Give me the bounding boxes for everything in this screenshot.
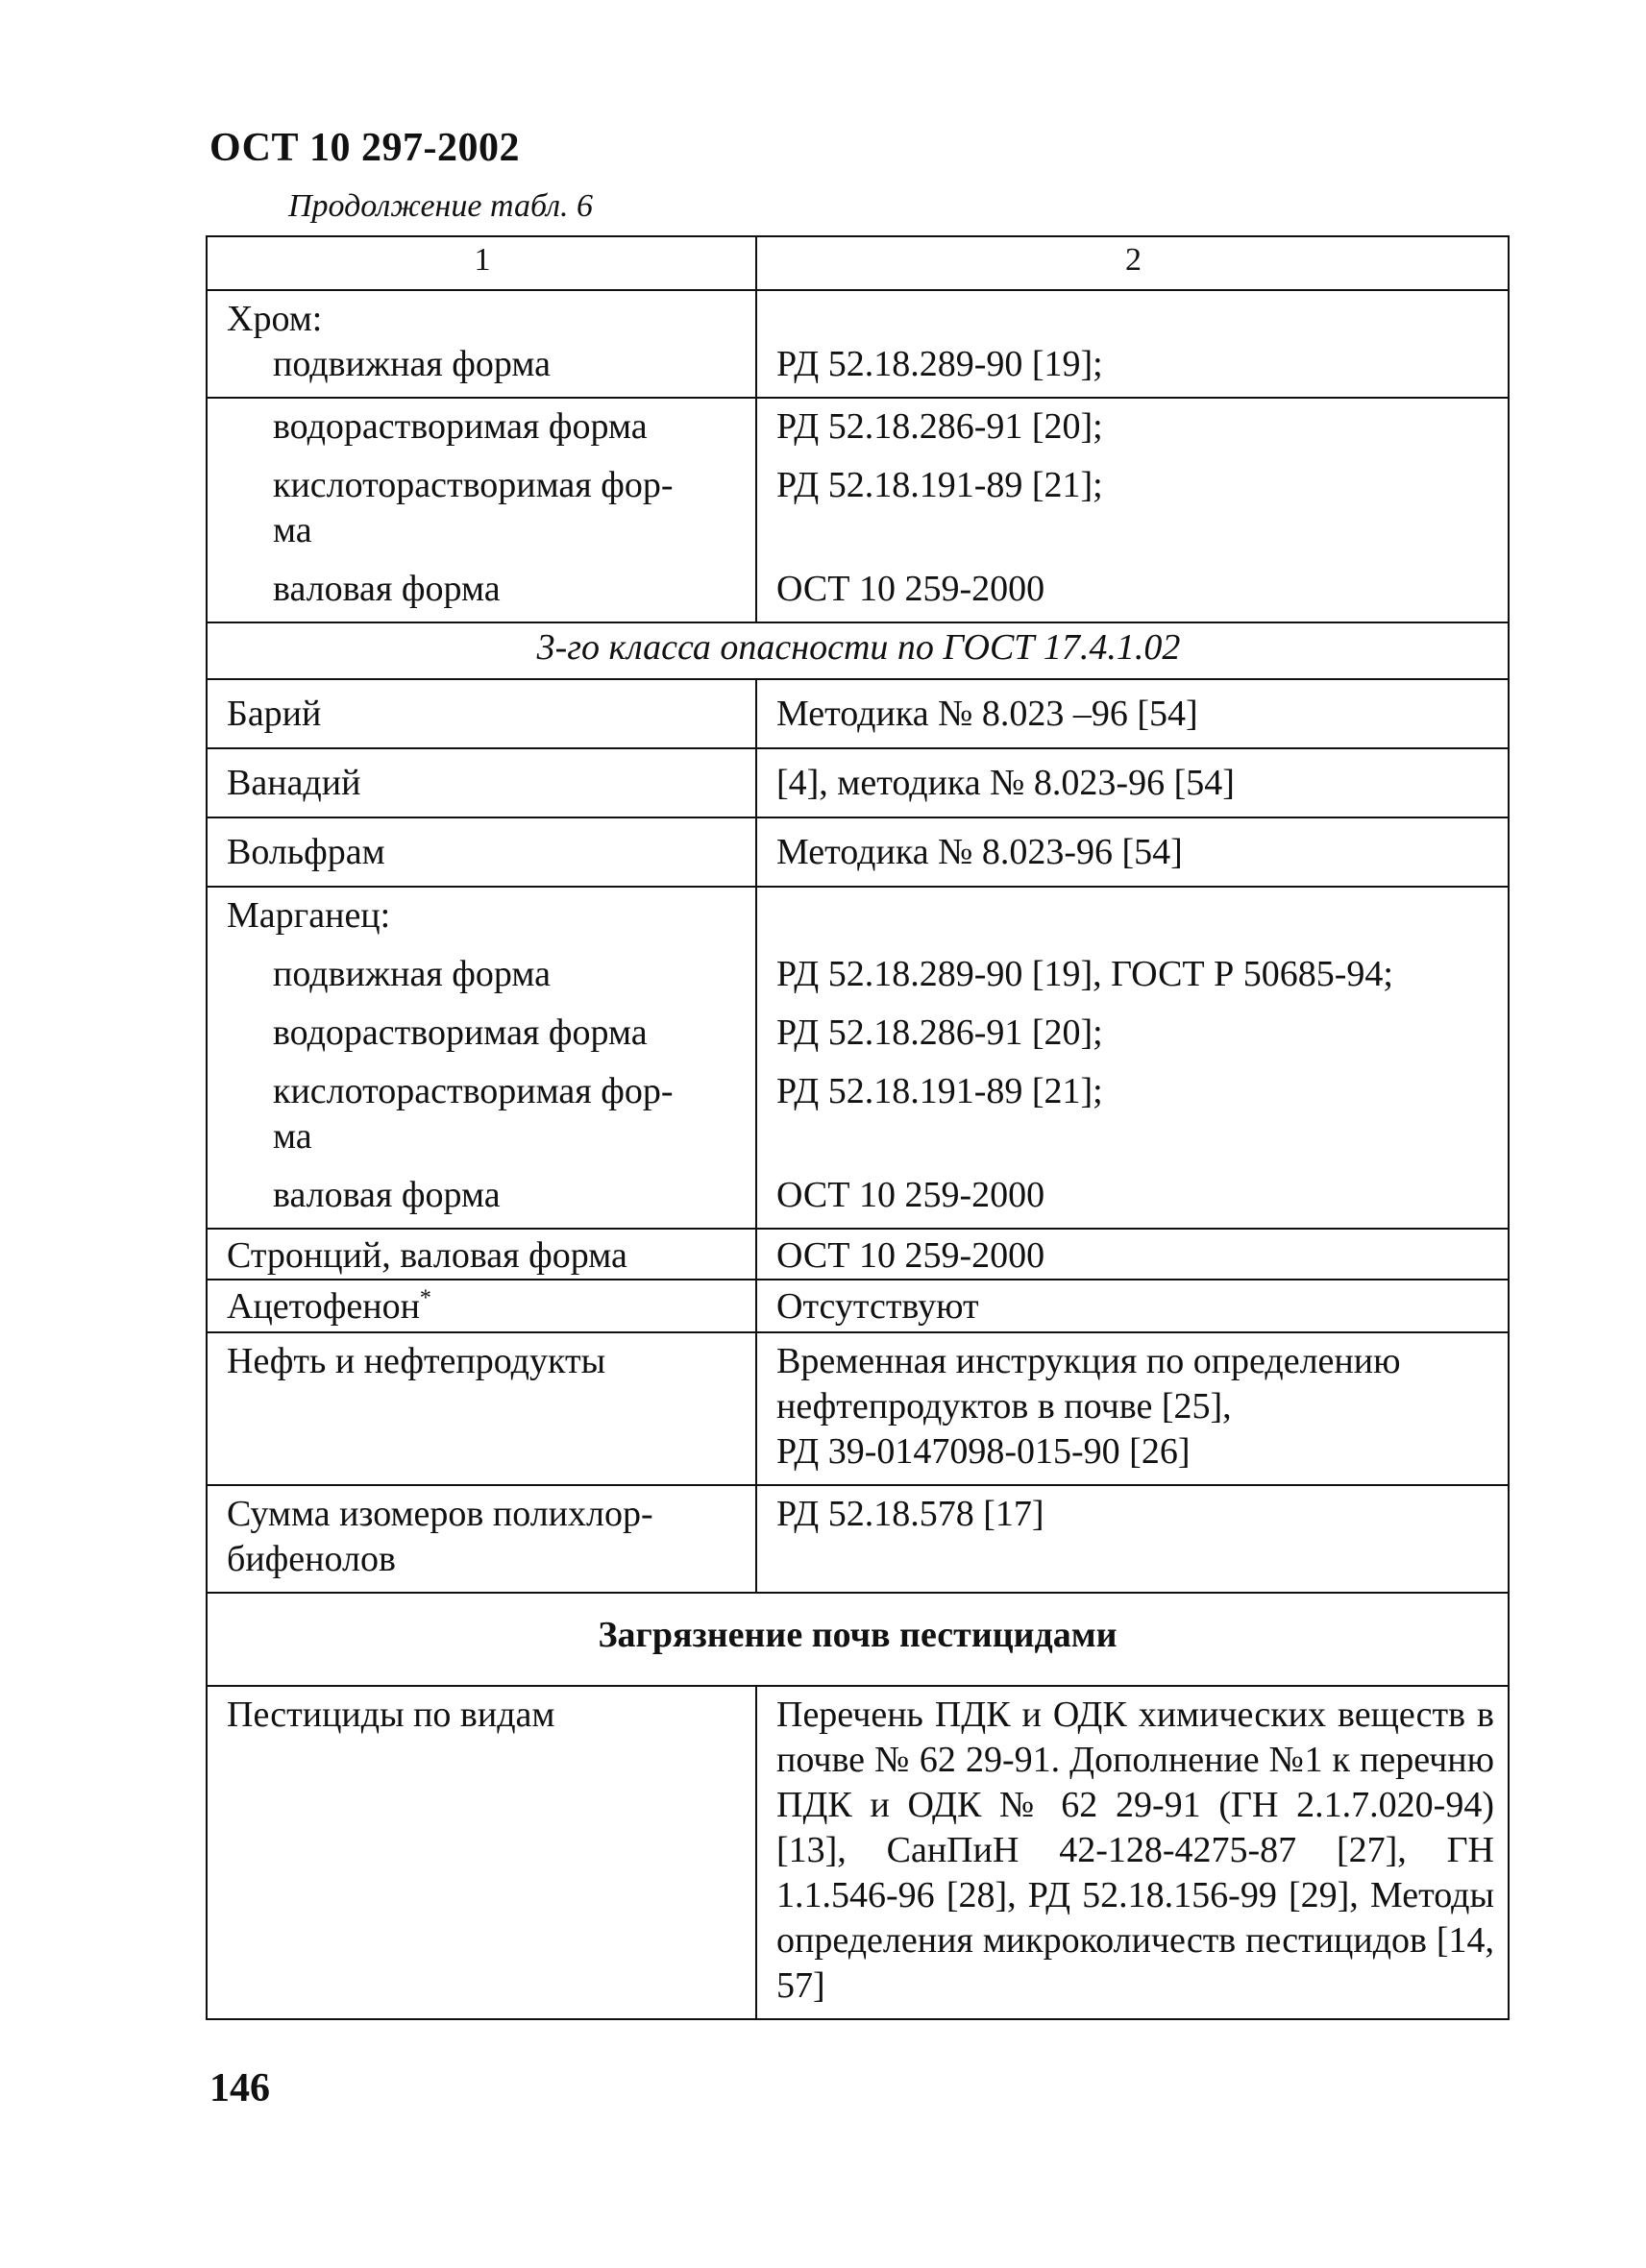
- table-row-chromium-forms: [207, 398, 1509, 622]
- ref-manganese-acid: РД 52.18.191-89 [21];: [776, 1071, 1103, 1111]
- ref-chromium-water: РД 52.18.286-91 [20];: [776, 406, 1103, 447]
- row-label-chromium-total: валовая форма: [273, 569, 501, 609]
- row-label-oil: Нефть и нефтепродукты: [207, 1332, 756, 1485]
- ref-oil-line3: РД 39-0147098-015-90 [26]: [776, 1431, 1191, 1472]
- row-label-pcb: Сумма изомеров полихлор-: [227, 1494, 653, 1534]
- row-label-chromium-mobile: подвижная форма: [273, 344, 551, 384]
- row-label-chromium-acid-cont: ма: [273, 510, 312, 550]
- section-heading-class3: 3-го класса опасности по ГОСТ 17.4.1.02: [207, 622, 1509, 679]
- row-label-barium: Барий: [207, 679, 756, 748]
- page-number: 146: [209, 2066, 270, 2110]
- column-header-2: 2: [756, 236, 1509, 290]
- cell-manganese: [207, 887, 756, 1229]
- ref-pesticides: Перечень ПДК и ОДК химических веществ в почве № 62 29-91. Дополнение №1 к перечню ПДК и ОДК № 62 29-91 (ГН 2.1.7.020-94) [13], СанПиН 42-128-4275-87 [27], ГН 1.1.546-96 [28], РД 52.18.156-99 [29], Методы определения микроколичеств пестицидов [14, 57]: [756, 1686, 1509, 2019]
- document-code: ОСТ 10 297-2002: [209, 126, 521, 170]
- table-header-row: [207, 236, 1509, 290]
- cell-chromium-mobile-ref: [756, 290, 1509, 398]
- table-row-tungsten: [207, 817, 1509, 887]
- cell-manganese-refs: [756, 887, 1509, 1229]
- footnote-mark: *: [419, 1285, 431, 1311]
- ref-oil-line2: нефтепродуктов в почве [25],: [776, 1386, 1232, 1427]
- table-row-manganese: [207, 887, 1509, 1229]
- row-label-chromium: Хром:: [227, 299, 323, 339]
- row-label-pcb-cont: бифенолов: [227, 1539, 396, 1579]
- cell-chromium: [207, 290, 756, 398]
- ref-oil-line1: Временная инструкция по определению: [776, 1341, 1401, 1381]
- table-row-pesticides: [207, 1686, 1509, 2019]
- table-row-vanadium: [207, 748, 1509, 817]
- ref-tungsten: Методика № 8.023-96 [54]: [756, 817, 1509, 887]
- cell-oil-refs: [756, 1332, 1509, 1485]
- ref-vanadium: [4], методика № 8.023-96 [54]: [756, 748, 1509, 817]
- ref-acetophenone: Отсутствуют: [756, 1280, 1509, 1332]
- table-row-acetophenone: [207, 1280, 1509, 1332]
- ref-manganese-total: ОСТ 10 259-2000: [776, 1175, 1045, 1215]
- cell-pcb: [207, 1485, 756, 1593]
- row-label-vanadium: Ванадий: [207, 748, 756, 817]
- section-heading-pesticides: Загрязнение почв пестицидами: [207, 1593, 1509, 1686]
- row-label-manganese-total: валовая форма: [273, 1175, 501, 1215]
- row-label-manganese-acid: кислоторастворимая фор-: [273, 1071, 674, 1111]
- row-label-manganese-water: водорастворимая форма: [273, 1012, 648, 1053]
- ref-chromium-mobile: РД 52.18.289-90 [19];: [776, 344, 1103, 384]
- ref-pcb: РД 52.18.578 [17]: [756, 1485, 1509, 1593]
- column-header-1: 1: [207, 236, 756, 290]
- cell-acetophenone: [207, 1280, 756, 1332]
- row-label-tungsten: Вольфрам: [207, 817, 756, 887]
- table-continuation-caption: Продолжение табл. 6: [288, 188, 594, 224]
- row-label-acetophenone: Ацетофенон: [227, 1286, 420, 1327]
- row-label-pesticides: Пестициды по видам: [207, 1686, 756, 2019]
- section-row-pesticides: [207, 1593, 1509, 1686]
- cell-chromium-forms-refs: [756, 398, 1509, 622]
- table-6-continuation: [206, 235, 1510, 2020]
- table-row-barium: [207, 679, 1509, 748]
- table-row-pcb: [207, 1485, 1509, 1593]
- row-label-strontium: Стронций, валовая форма: [207, 1229, 756, 1280]
- ref-chromium-total: ОСТ 10 259-2000: [776, 569, 1045, 609]
- row-label-manganese-mobile: подвижная форма: [273, 954, 551, 994]
- cell-chromium-forms: [207, 398, 756, 622]
- table-row-strontium: [207, 1229, 1509, 1280]
- row-label-manganese: Марганец:: [227, 895, 391, 936]
- section-row-class3: [207, 622, 1509, 679]
- row-label-chromium-water: водорастворимая форма: [273, 406, 648, 447]
- table-row-oil: [207, 1332, 1509, 1485]
- row-label-chromium-acid: кислоторастворимая фор-: [273, 465, 674, 505]
- ref-strontium: ОСТ 10 259-2000: [756, 1229, 1509, 1280]
- ref-manganese-water: РД 52.18.286-91 [20];: [776, 1012, 1103, 1053]
- ref-barium: Методика № 8.023 –96 [54]: [756, 679, 1509, 748]
- table-row-chromium: [207, 290, 1509, 398]
- ref-chromium-acid: РД 52.18.191-89 [21];: [776, 465, 1103, 505]
- ref-manganese-mobile: РД 52.18.289-90 [19], ГОСТ Р 50685-94;: [776, 954, 1393, 994]
- row-label-manganese-acid-cont: ма: [273, 1116, 312, 1157]
